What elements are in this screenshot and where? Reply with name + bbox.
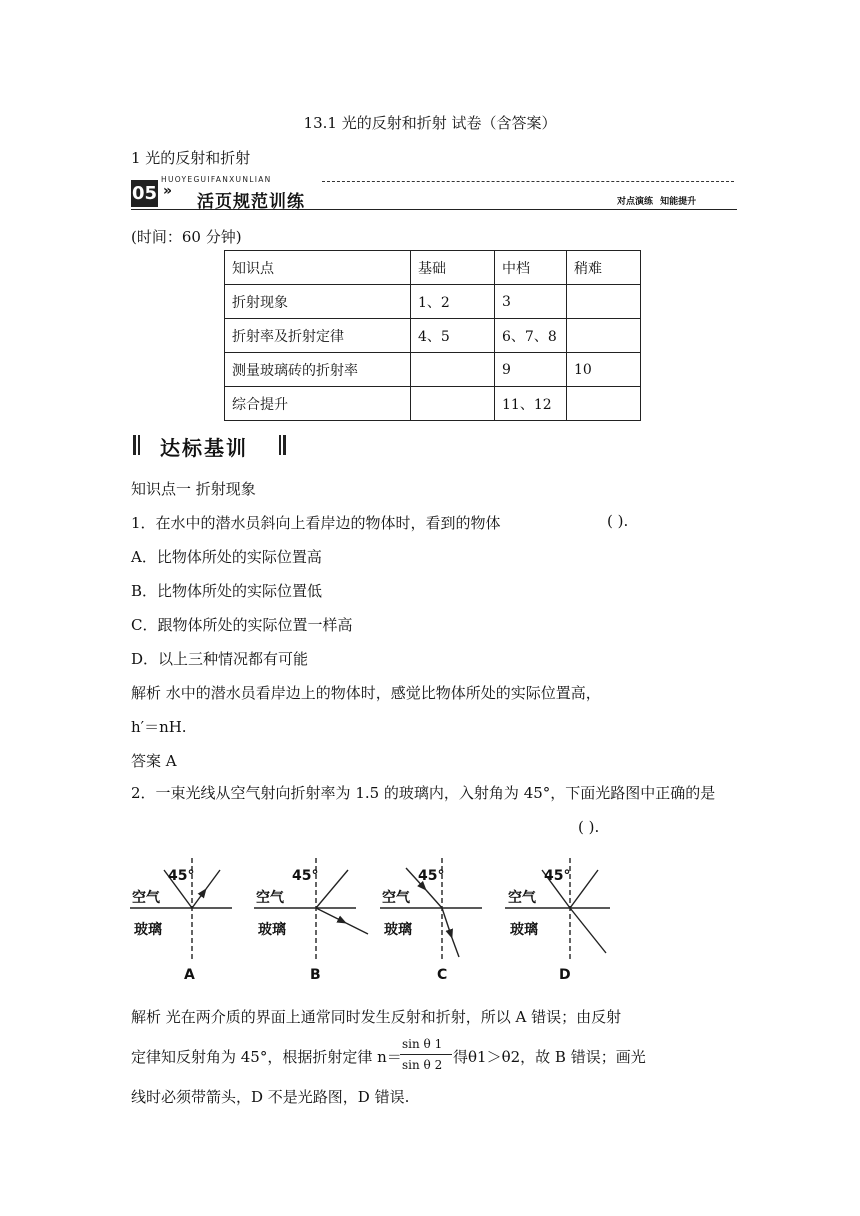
knowledge-point-1: 知识点一 折射现象: [131, 480, 256, 498]
section-bar-right: [283, 435, 286, 455]
table-row: [225, 387, 641, 421]
table-cell: 3: [495, 285, 567, 319]
question-2-stem: 2．一束光线从空气射向折射率为 1.5 的玻璃内，入射角为 45°，下面光路图中正确的是: [131, 784, 716, 802]
angle-label-c: 45°: [418, 868, 445, 884]
fraction-bar: [400, 1054, 452, 1055]
question-1-option-d: D．以上三种情况都有可能: [131, 650, 309, 668]
glass-label-a: 玻璃: [134, 922, 162, 938]
fraction-denominator: sin θ 2: [402, 1058, 443, 1072]
question-2-analysis-line1: 解析 光在两介质的界面上通常同时发生反射和折射，所以 A 错误；由反射: [131, 1008, 622, 1026]
air-label-b: 空气: [256, 890, 284, 906]
table-cell: 11、12: [495, 387, 567, 421]
table-cell: 综合提升: [225, 387, 411, 421]
diagram-label-b: B: [310, 967, 321, 983]
angle-label-d: 45°: [544, 868, 571, 884]
table-cell: 4、5: [411, 319, 495, 353]
question-1-answer: 答案 A: [131, 752, 177, 770]
diagram-label-c: C: [437, 967, 448, 983]
question-2-analysis-line2a: 定律知反射角为 45°，根据折射定律 n＝: [131, 1048, 402, 1066]
banner-title: 活页规范训练: [197, 192, 305, 212]
question-1-answer-blank: ( ).: [607, 512, 629, 530]
document-title: 13.1 光的反射和折射 试卷（含答案）: [303, 114, 557, 132]
knowledge-table: [224, 250, 641, 421]
table-header-cell: 稍难: [567, 251, 641, 285]
table-cell: [411, 353, 495, 387]
table-cell: [567, 285, 641, 319]
banner-dashed-rule: [322, 181, 734, 182]
table-cell: 6、7、8: [495, 319, 567, 353]
glass-label-d: 玻璃: [510, 922, 538, 938]
air-label-c: 空气: [382, 890, 410, 906]
diagram-label-a: A: [184, 967, 195, 983]
question-1-option-a: A．比物体所处的实际位置高: [131, 548, 322, 566]
light-path-diagrams: [120, 850, 620, 985]
section-title: 达标基训: [160, 436, 248, 460]
table-header-row: [225, 251, 641, 285]
air-label-d: 空气: [508, 890, 536, 906]
banner-underline: [131, 209, 737, 210]
table-cell: [567, 319, 641, 353]
chapter-subheading: 1 光的反射和折射: [131, 149, 251, 167]
air-label-a: 空气: [132, 890, 160, 906]
question-2-analysis-line2b: 得θ1＞θ2，故 B 错误；画光: [453, 1048, 646, 1066]
glass-label-c: 玻璃: [384, 922, 412, 938]
banner-pinyin: HUOYEGUIFANXUNLIAN: [161, 175, 272, 184]
fraction-numerator: sin θ 1: [402, 1037, 443, 1051]
question-1-option-c: C．跟物体所处的实际位置一样高: [131, 616, 353, 634]
table-header-cell: 知识点: [225, 251, 411, 285]
question-2-answer-blank: ( ).: [578, 818, 600, 836]
table-cell: 折射现象: [225, 285, 411, 319]
table-cell: [411, 387, 495, 421]
question-1-option-b: B．比物体所处的实际位置低: [131, 582, 323, 600]
table-cell: 测量玻璃砖的折射率: [225, 353, 411, 387]
table-row: [225, 319, 641, 353]
table-row: [225, 285, 641, 319]
angle-label-b: 45°: [292, 868, 319, 884]
section-bar-left-thin: [138, 435, 140, 455]
table-cell: 9: [495, 353, 567, 387]
question-2-analysis-line3: 线时必须带箭头，D 不是光路图，D 错误.: [131, 1088, 410, 1106]
question-1-stem: 1．在水中的潜水员斜向上看岸边的物体时，看到的物体: [131, 514, 501, 532]
angle-label-a: 45°: [168, 868, 195, 884]
table-row: [225, 353, 641, 387]
table-cell: 10: [567, 353, 641, 387]
table-header-cell: 中档: [495, 251, 567, 285]
time-note: (时间：60 分钟): [131, 228, 242, 246]
question-1-formula: h′＝nH.: [131, 718, 187, 736]
banner-tagline: 对点演练 知能提升: [617, 197, 697, 207]
question-1-analysis: 解析 水中的潜水员看岸边上的物体时，感觉比物体所处的实际位置高，: [131, 684, 601, 702]
table-cell: 1、2: [411, 285, 495, 319]
table-cell: 折射率及折射定律: [225, 319, 411, 353]
chevron-icon: »: [163, 183, 173, 199]
table-cell: [567, 387, 641, 421]
diagram-label-d: D: [559, 967, 571, 983]
banner-badge: 05: [131, 180, 158, 207]
glass-label-b: 玻璃: [258, 922, 286, 938]
table-header-cell: 基础: [411, 251, 495, 285]
section-bar-right-thin: [279, 435, 281, 455]
section-bar-left: [133, 435, 136, 455]
